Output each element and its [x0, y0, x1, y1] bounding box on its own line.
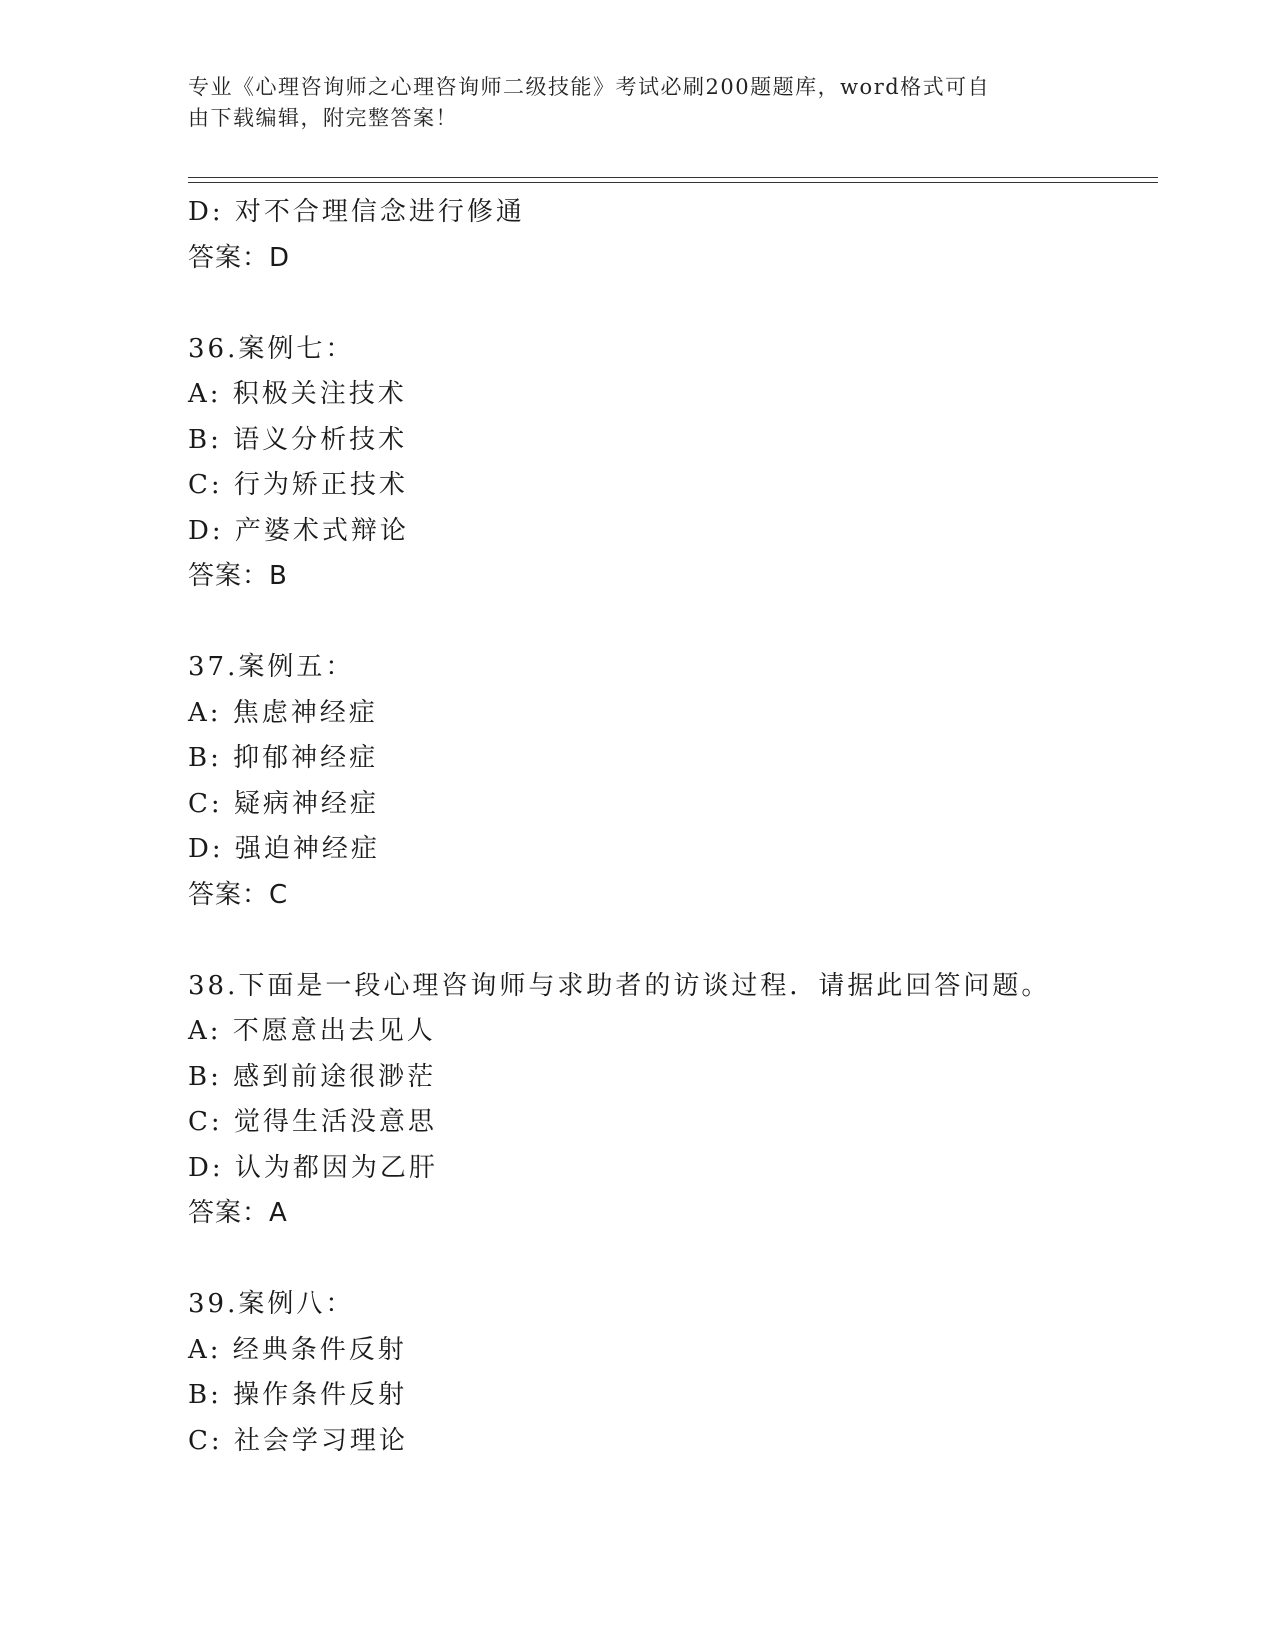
- question-37-option-d: D: 强迫神经症: [188, 834, 380, 864]
- option-d: D: 对不合理信念进行修通: [188, 197, 525, 227]
- spacer: [188, 1237, 1158, 1283]
- question-38-option-b: B: 感到前途很渺茫: [188, 1061, 437, 1092]
- question-36-answer: 答案：B: [188, 561, 288, 591]
- question-37-answer: 答案：C: [188, 879, 289, 910]
- header-line-1: 专业《心理咨询师之心理咨询师二级技能》考试必刷200题题库，word格式可自: [188, 75, 991, 99]
- question-37-option-b: B: 抑郁神经症: [188, 743, 379, 773]
- question-36-option-b: B: 语义分析技术: [188, 424, 408, 455]
- question-38-title: 38.下面是一段心理咨询师与求助者的访谈过程．请据此回答问题。: [188, 970, 1051, 1001]
- header-divider-top: [188, 177, 1158, 178]
- question-36-option-c: C: 行为矫正技术: [188, 470, 408, 500]
- question-38-answer: 答案：A: [188, 1198, 288, 1228]
- question-39-option-c: C: 社会学习理论: [188, 1425, 408, 1456]
- question-36-option-d: D: 产婆术式辩论: [188, 515, 409, 546]
- question-38-option-c: C: 觉得生活没意思: [188, 1107, 437, 1137]
- spacer: [188, 281, 1158, 327]
- question-36-option-a: A: 积极关注技术: [188, 379, 407, 409]
- answer-line: 答案：D: [188, 242, 291, 273]
- spacer: [188, 600, 1158, 646]
- question-39-title: 39.案例八：: [188, 1289, 355, 1319]
- question-37-option-c: C: 疑病神经症: [188, 788, 379, 819]
- question-37-option-a: A: 焦虑神经症: [188, 697, 378, 728]
- question-37-title: 37.案例五：: [188, 652, 355, 682]
- question-39-option-a: A: 经典条件反射: [188, 1334, 407, 1365]
- question-39-option-b: B: 操作条件反射: [188, 1380, 408, 1410]
- question-36-title: 36.案例七：: [188, 333, 355, 364]
- document-body: [188, 190, 1158, 1464]
- header-divider-bottom: [188, 182, 1158, 183]
- document-header: [188, 72, 1068, 134]
- header-line-2: 由下载编辑，附完整答案！: [188, 106, 458, 130]
- spacer: [188, 918, 1158, 964]
- question-38-option-a: A: 不愿意出去见人: [188, 1016, 436, 1046]
- question-38-option-d: D: 认为都因为乙肝: [188, 1152, 438, 1183]
